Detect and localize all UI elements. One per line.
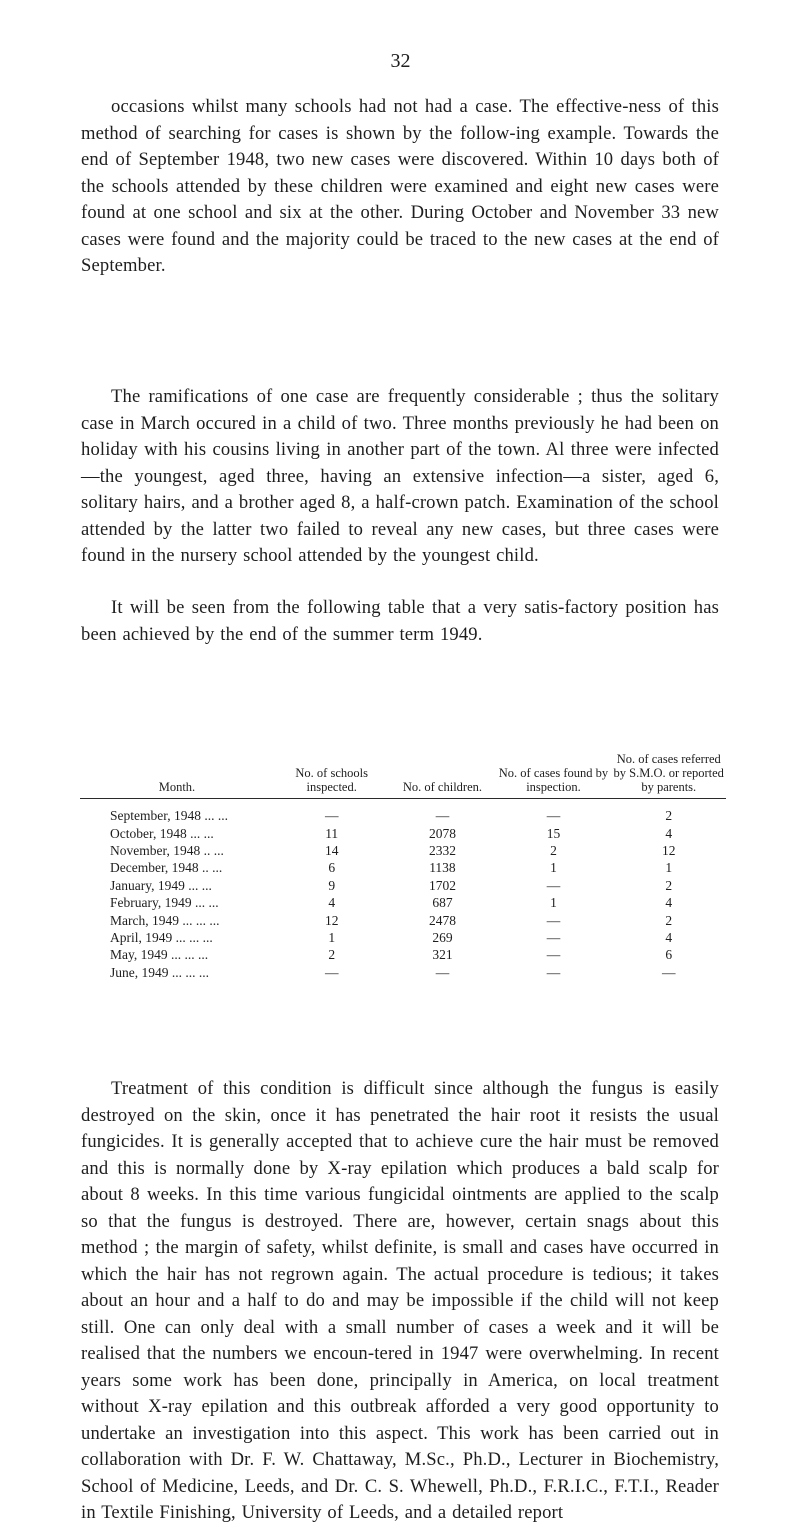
header-found: No. of cases found by inspection. bbox=[495, 752, 611, 799]
cell-schools: 9 bbox=[328, 877, 336, 893]
cell-children: 1702 bbox=[428, 877, 456, 893]
cell-found: — bbox=[546, 929, 561, 945]
cell-referred: 2 bbox=[665, 808, 673, 824]
cell-schools: 12 bbox=[324, 912, 339, 928]
cell-children: — bbox=[435, 808, 450, 824]
cell-month: June, 1949 ... ... ... bbox=[110, 964, 209, 980]
cell-found: — bbox=[546, 808, 561, 824]
header-children: No. of children. bbox=[389, 752, 495, 799]
cell-month: January, 1949 ... ... bbox=[110, 877, 212, 893]
cell-schools: 14 bbox=[324, 842, 339, 858]
cell-found: — bbox=[546, 947, 561, 963]
cell-children: 2478 bbox=[428, 912, 456, 928]
table-row bbox=[80, 911, 726, 928]
table-row bbox=[80, 842, 726, 859]
cell-referred: 6 bbox=[665, 947, 673, 963]
table-row bbox=[80, 824, 726, 841]
cell-month: October, 1948 ... ... bbox=[110, 825, 214, 841]
cell-month: February, 1949 ... ... bbox=[110, 895, 219, 911]
cell-month: December, 1948 .. ... bbox=[110, 860, 223, 876]
paragraph-search-method: occasions whilst many schools had not had a case. The effective-ness of this method of searching for cases is shown by the follow-ing example. Towards the end of September 1948, two new cases were discovered. Within 10 days both of the schools attended by these children were examined and eight new cases were found at one school and six at the other. During October and November 33 new cases were found and the majority could be traced to the new cases at the end of September. bbox=[81, 96, 719, 276]
cell-children: — bbox=[435, 964, 450, 980]
table-row bbox=[80, 799, 726, 825]
paragraph-table-intro: It will be seen from the following table that a very satis-factory position has been achieved by the end of the summer term 1949. bbox=[81, 597, 719, 645]
cell-found: 1 bbox=[550, 860, 557, 876]
cell-children: 321 bbox=[432, 947, 453, 963]
cell-schools: 4 bbox=[328, 895, 336, 911]
table-row bbox=[80, 877, 726, 894]
cell-month: May, 1949 ... ... ... bbox=[110, 947, 209, 963]
cell-referred: 1 bbox=[665, 860, 673, 876]
cell-found: — bbox=[546, 964, 561, 980]
cell-children: 687 bbox=[432, 895, 453, 911]
paragraph-ramifications: The ramifications of one case are frequently considerable ; thus the solitary case in March occured in a child of two. Three months previously he had been on holiday with his cousins living in another part of the town. Al three were infected—the youngest, aged three, having an extensive infection—a sister, aged 6, solitary hairs, and a brother aged 8, a half-crown patch. Examination of the school attended by the latter two failed to reveal any new cases, but three cases were found in the nursery school attended by the youngest child. bbox=[81, 386, 719, 566]
cell-month: March, 1949 ... ... ... bbox=[110, 912, 220, 928]
cell-referred: 2 bbox=[665, 912, 673, 928]
table-row bbox=[80, 894, 726, 911]
cell-referred: — bbox=[661, 964, 676, 980]
cell-referred: 4 bbox=[665, 929, 673, 945]
cell-found: 15 bbox=[546, 825, 561, 841]
cell-children: 2332 bbox=[428, 842, 456, 858]
cell-children: 1138 bbox=[429, 860, 456, 876]
table-row bbox=[80, 946, 726, 963]
cell-children: 2078 bbox=[428, 825, 456, 841]
cell-schools: 6 bbox=[328, 860, 336, 876]
table-row bbox=[80, 929, 726, 946]
cell-month: April, 1949 ... ... ... bbox=[110, 929, 213, 945]
cell-children: 269 bbox=[432, 929, 453, 945]
cell-schools: 2 bbox=[328, 947, 336, 963]
cell-referred: 4 bbox=[665, 825, 673, 841]
cell-month: September, 1948 ... ... bbox=[110, 808, 228, 824]
table-row bbox=[80, 964, 726, 981]
cell-referred: 4 bbox=[665, 895, 673, 911]
cell-schools: 1 bbox=[328, 929, 336, 945]
cell-referred: 12 bbox=[661, 842, 676, 858]
table-row bbox=[80, 859, 726, 876]
cell-found: 2 bbox=[550, 842, 557, 858]
header-referred: No. of cases referred by S.M.O. or reported by parents. bbox=[611, 752, 726, 799]
cell-schools: 11 bbox=[325, 825, 339, 841]
header-month: Month. bbox=[80, 752, 274, 799]
cell-referred: 2 bbox=[665, 877, 673, 893]
cell-schools: — bbox=[324, 964, 339, 980]
cell-month: November, 1948 .. ... bbox=[110, 842, 224, 858]
cell-schools: — bbox=[324, 808, 339, 824]
page-number: 32 bbox=[390, 50, 411, 72]
table-header-row bbox=[80, 752, 726, 799]
header-schools: No. of schools inspected. bbox=[274, 752, 390, 799]
cell-found: 1 bbox=[550, 895, 557, 911]
inspection-table bbox=[80, 752, 726, 981]
paragraph-treatment: Treatment of this condition is difficult since although the fungus is easily destroyed on the skin, once it has penetrated the hair root it resists the usual fungicides. It is generally accepted that to achieve cure the hair must be removed and this is normally done by X-ray epilation which produces a bald scalp for about 8 weeks. In this time various fungicidal ointments are applied to the scalp so that the fungus is destroyed. There are, however, certain snags about this method ; the margin of safety, whilst definite, is small and cases have occurred in which the hair has not regrown again. The actual procedure is tedious; it takes about an hour and a half to do and may be impossible if the child will not keep still. One can only deal with a small number of cases a week and it will be realised that the numbers we encoun-tered in 1947 were overwhelming. In recent years some work has been done, principally in America, on local treatment without X-ray epilation and this outbreak afforded a very good opportunity to undertake an investigation into this aspect. This work has been carried out in collaboration with Dr. F. W. Chattaway, M.Sc., Ph.D., Lecturer in Biochemistry, School of Medicine, Leeds, and Dr. C. S. Whewell, Ph.D., F.R.I.C., F.T.I., Reader in Textile Finishing, University of Leeds, and a detailed report bbox=[81, 1078, 719, 1523]
cell-found: — bbox=[546, 912, 561, 928]
cell-found: — bbox=[546, 877, 561, 893]
